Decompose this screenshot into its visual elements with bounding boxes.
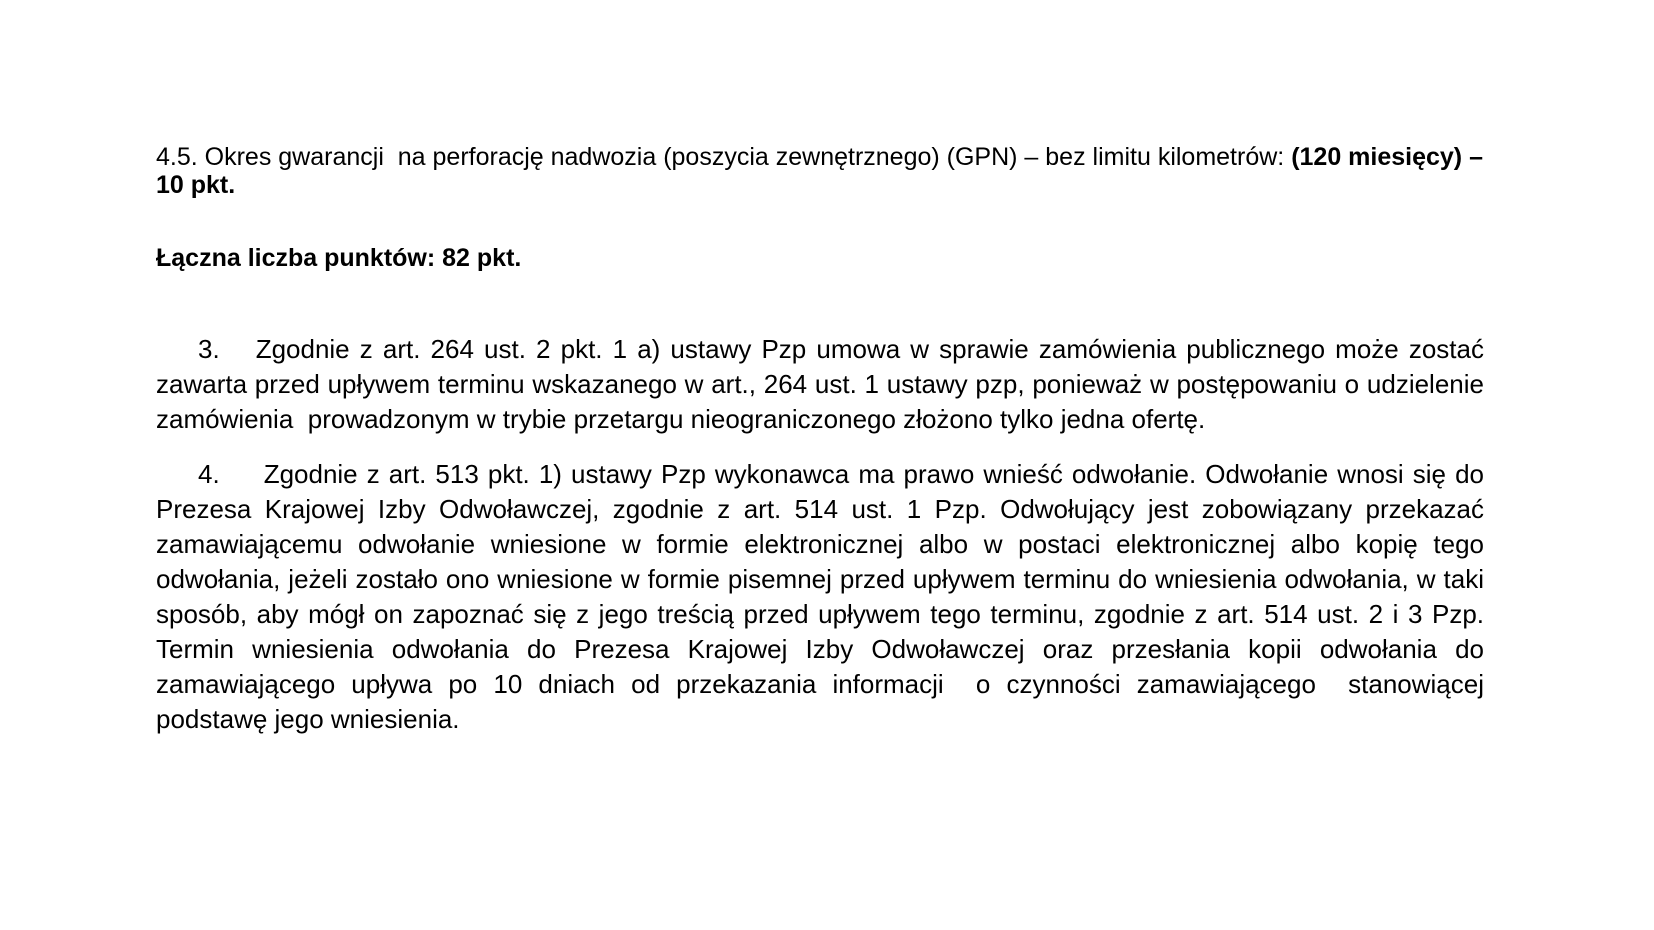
total-points-line: Łączna liczba punktów: 82 pkt.: [156, 244, 522, 272]
criterion-paragraph: [156, 143, 1484, 199]
criterion-text: 4.5. Okres gwarancji na perforację nadwozia (poszycia zewnętrznego) (GPN) – bez limitu kilometrów:: [156, 143, 1292, 171]
paragraph-number: 3.: [198, 334, 220, 364]
numbered-paragraph-4: [156, 457, 1484, 737]
numbered-paragraph-3: [156, 332, 1484, 437]
paragraph-number: 4.: [198, 459, 220, 489]
criterion-points-bold: (120 miesięcy) – 10 pkt.: [156, 143, 1483, 199]
paragraph-text: Zgodnie z art. 264 ust. 2 pkt. 1 a) ustawy Pzp umowa w sprawie zamówienia publicznego może zostać zawarta przed upływem terminu wskazanego w art., 264 ust. 1 ustawy pzp, ponieważ w postępowaniu o udzielenie zamówienia prowadzonym w trybie przetargu nieograniczonego złożono tylko jedna ofertę.: [156, 334, 1484, 434]
paragraph-text: Zgodnie z art. 513 pkt. 1) ustawy Pzp wykonawca ma prawo wnieść odwołanie. Odwołanie wnosi się do Prezesa Krajowej Izby Odwoławczej, zgodnie z art. 514 ust. 1 Pzp. Odwołujący jest zobowiązany przekazać zamawiającemu odwołanie wniesione w formie elektronicznej albo w postaci elektronicznej albo kopię tego odwołania, jeżeli zostało ono wniesione w formie pisemnej przed upływem terminu do wniesienia odwołania, w taki sposób, aby mógł on zapoznać się z jego treścią przed upływem tego terminu, zgodnie z art. 514 ust. 2 i 3 Pzp. Termin wniesienia odwołania do Prezesa Krajowej Izby Odwoławczej oraz przesłania kopii odwołania do zamawiającego upływa po 10 dniach od przekazania informacji o czynności zamawiającego stanowiącej podstawę jego wniesienia.: [156, 459, 1484, 734]
